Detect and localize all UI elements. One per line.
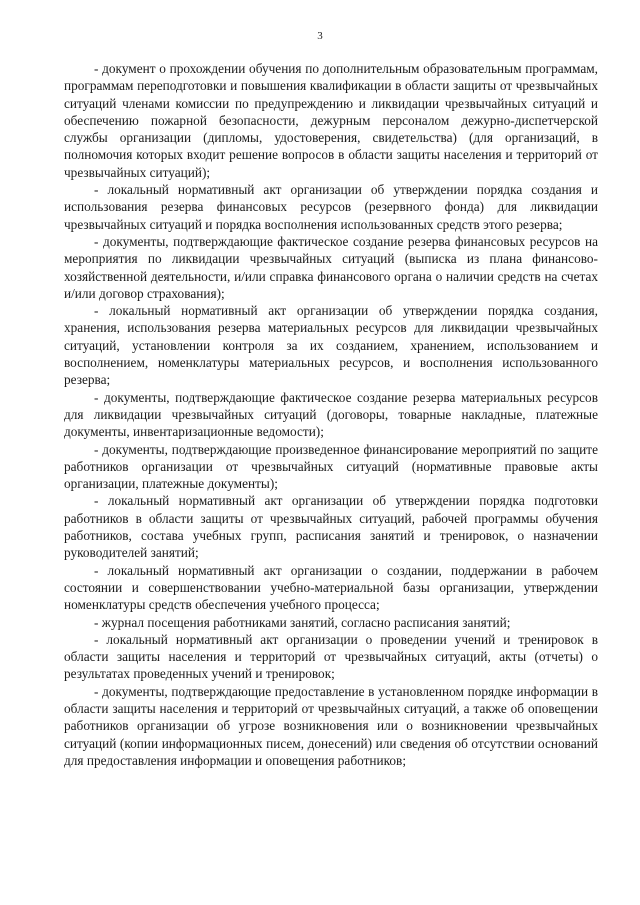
paragraph-training-documents: - документ о прохождении обучения по дополнительным образовательным программам, программам переподготовки и повышения квалификации в области защиты от чрезвычайных ситуаций членами комиссии по предупреждению и ликвидации чрезвычайных ситуаций и обеспечению пожарной безопасности, дежурным персоналом дежурно-диспетчерской службы организации (дипломы, удостоверения, свидетельства) (для организаций, в полномочия которых входит решение вопросов в области защиты населения и территорий от чрезвычайных ситуаций); [64, 61, 598, 180]
paragraph-protection-funding: - документы, подтверждающие произведенное финансирование мероприятий по защите работников организации от чрезвычайных ситуаций (нормативные правовые акты организации, платежные документы); [64, 441, 598, 492]
paragraph-information-notification: - документы, подтверждающие предоставление в установленном порядке информации в области защиты населения и территорий от чрезвычайных ситуаций, а также об оповещении работников организации об угрозе возникновения или о возникновении чрезвычайных ситуаций (копии информационных писем, донесений) или сведения об отсутствии оснований для предоставления информации и оповещения работников; [64, 683, 598, 768]
paragraph-financial-reserve-proof: - документы, подтверждающие фактическое создание резерва финансовых ресурсов на мероприятия по ликвидации чрезвычайных ситуаций (выписка из плана финансово-хозяйственной деятельности, и/или справка финансового органа о наличии средств на счетах и/или договор страхования); [64, 233, 598, 301]
paragraph-material-reserve-proof: - документы, подтверждающие фактическое создание резерва материальных ресурсов для ликвидации чрезвычайных ситуаций (договоры, товарные накладные, платежные документы, инвентаризационные ведомости); [64, 389, 598, 440]
paragraph-training-order-act: - локальный нормативный акт организации об утверждении порядка подготовки работников в области защиты от чрезвычайных ситуаций, рабочей программы обучения работников, состава учебных групп, расписания занятий и тренировок, о назначении руководителей занятий; [64, 493, 598, 561]
page-number: 3 [317, 30, 323, 42]
paragraph-exercises-act: - локальный нормативный акт организации о проведении учений и тренировок в области защиты населения и территорий от чрезвычайных ситуаций, акты (отчеты) о результатах проведенных учений и тренировок; [64, 631, 598, 682]
paragraph-financial-reserve-act: - локальный нормативный акт организации об утверждении порядка создания и использования резерва финансовых ресурсов (резервного фонда) для ликвидации чрезвычайных ситуаций и порядка восполнения использованных средств этого резерва; [64, 182, 598, 232]
paragraph-material-reserve-act: - локальный нормативный акт организации об утверждении порядка создания, хранения, использования резерва материальных ресурсов для ликвидации чрезвычайных ситуаций, установлении контроля за их созданием, хранением, использованием и восполнением, номенклатуры материальных ресурсов, и восполнения использованного резерва; [64, 303, 598, 388]
paragraph-training-base-act: - локальный нормативный акт организации о создании, поддержании в рабочем состоянии и совершенствовании учебно-материальной базы организации, утверждении номенклатуры средств обеспечения учебного процесса; [64, 562, 598, 613]
document-body [64, 60, 598, 769]
paragraph-attendance-journal: - журнал посещения работниками занятий, согласно расписания занятий; [94, 614, 511, 630]
